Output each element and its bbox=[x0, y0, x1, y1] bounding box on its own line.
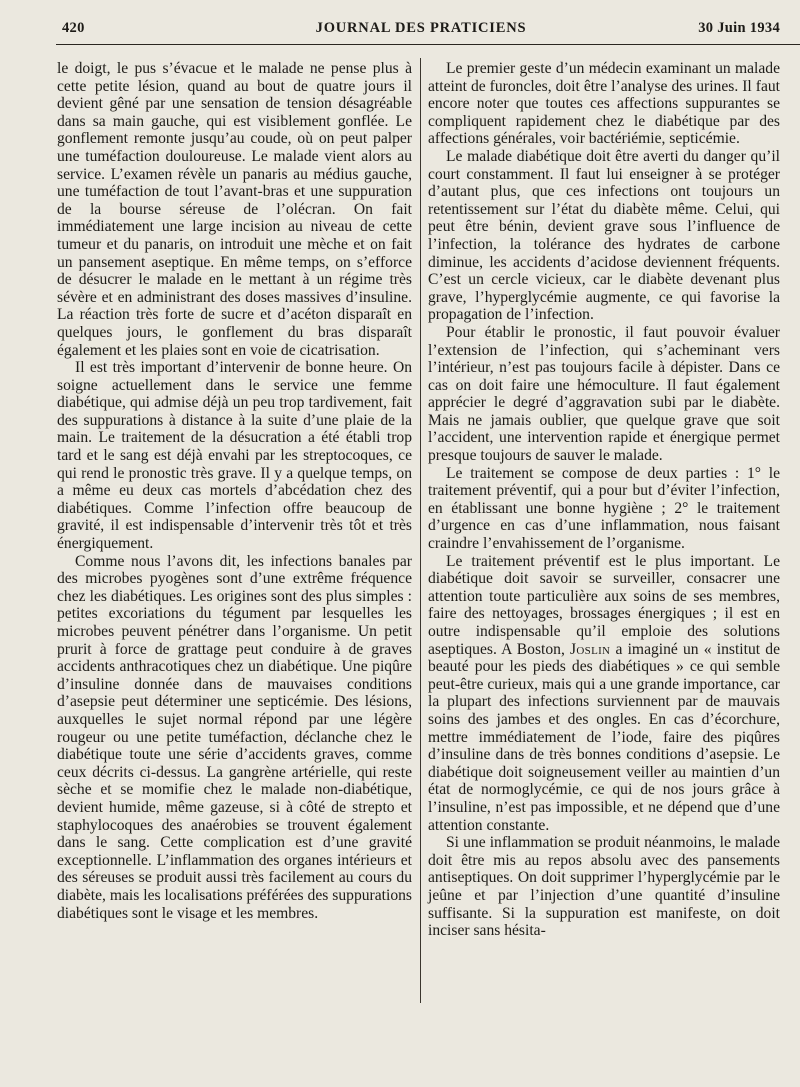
page-number: 420 bbox=[62, 20, 85, 36]
journal-title: JOURNAL DES PRATICIENS bbox=[315, 20, 527, 36]
paragraph: Le traitement se compose de deux parties : 1° le traitement préventif, qui a pour but d’éviter l’infection, en établissant une bonne hygiène ; 2° le traitement d’urgence en cas d’une inflammation, nous faisant craindre l’envahissement de l’organisme. bbox=[428, 464, 780, 553]
left-column bbox=[57, 60, 412, 922]
paragraph: le doigt, le pus s’évacue et le malade ne pense plus à cette petite lésion, quand au bout de quatre jours il devient gêné par une sensation de tension désagréable dans sa main gauche, qui est visiblement gonflée. Le gonflement remonte jusqu’au coude, où on peut palper une tuméfaction douloureuse. Le malade vient alors au service. L’examen révèle un panaris au médius gauche, une tuméfaction de tout l’avant-bras et une suppuration de la bourse séreuse de l’olécran. On fait immédiatement une large incision au niveau de cette tumeur et du panaris, on introduit une mèche et on fait un pansement aseptique. En même temps, on s’efforce de désucrer le malade en le mettant à un régime très sévère et en administrant des doses massives d’insuline. La réaction très forte de sucre et d’acéton disparaît en quelques jours, le gonflement du bras disparaît également et les plaies sont en voie de cicatrisation. bbox=[57, 60, 412, 359]
paragraph: Le malade diabétique doit être averti du danger qu’il court constamment. Il faut lui enseigner à se protéger d’autant plus, que ces infections ont toujours un retentissement sur l’état du diabète même. Celui, qui peut être bénin, devient grave sous l’influence de l’infection, la tolérance des hydrates de carbone diminue, les accidents d’acidose deviennent fréquents. C’est un cercle vicieux, car le diabète devenant plus grave, l’hyperglycémie augmente, ce qui favorise la propagation de l’infection. bbox=[428, 147, 780, 324]
paragraph-text: a imaginé un « institut de beauté pour les pieds des diabétiques » ce qui semble peut-être curieux, mais qui a une grande importance, car la plupart des infections surviennent par de mauvais soins des jambes et des ongles. En cas d’écorchure, mettre immédiatement de l’iode, faire des piqûres d’insuline dans de très bonnes conditions d’asepsie. Le diabétique doit soigneusement veiller au maintien d’un état de normoglycémie, ce qui de nos jours grâce à l’insuline, n’est pas impossible, et ne dépend que d’une attention constante. bbox=[428, 640, 780, 834]
paragraph: Si une inflammation se produit néanmoins, le malade doit être mis au repos absolu avec des pansements antiseptiques. On doit supprimer l’hyperglycémie par le jeûne et par l’injection d’une quantité d’insuline suffisante. Si la suppuration est manifeste, on doit inciser sans hésita- bbox=[428, 834, 780, 940]
column-divider bbox=[420, 58, 421, 1003]
header-rule bbox=[56, 44, 800, 45]
paragraph: Le premier geste d’un médecin examinant un malade atteint de furoncles, doit être l’analyse des urines. Il faut encore noter que toutes ces affections suppurantes se compliquent rapidement chez le diabétique par des affections générales, voir bactériémie, septicémie. bbox=[428, 60, 780, 148]
right-column bbox=[428, 60, 780, 940]
paragraph-text: Le traitement préventif est le plus important. Le diabétique doit savoir se surveiller, consacrer une attention toute particulière aux soins de ses membres, faire des nettoyages, brossages énergiques ; il est en outre indispensable qu’il emploie des solutions aseptiques. A Boston, bbox=[428, 552, 780, 658]
author-name: Joslin bbox=[570, 640, 611, 658]
paragraph: Comme nous l’avons dit, les infections banales par des microbes pyogènes sont d’une extrême fréquence chez les diabétiques. Les origines sont des plus simples : petites excoriations du tégument par lesquelles les microbes peuvent pénétrer dans l’organisme. Un petit prurit à force de grattage peut conduire à de graves accidents anthracotiques chez un diabétique. Une piqûre d’insuline donnée dans de mauvaises conditions d’asepsie peut déterminer une septicémie. Des lésions, auxquelles le sujet normal répond par une légère rougeur ou une petite tuméfaction, déclanche chez le diabétique toute une série d’accidents graves, comme ceux décrits ci-dessus. La gangrène artérielle, qui reste sèche et se momifie chez le malade non-diabétique, devient humide, même gazeuse, si à côté de strepto et staphylocoques des anaérobies se trouvent également dans le sang. Cette complication est d’une gravité exceptionnelle. L’inflammation des organes intérieurs et des séreuses se produit aussi très facilement au cours du diabète, mais les localisations préférées des suppurations diabétiques sont le visage et les membres. bbox=[57, 552, 412, 922]
paragraph bbox=[428, 553, 780, 835]
paragraph: Pour établir le pronostic, il faut pouvoir évaluer l’extension de l’infection, qui s’acheminant vers l’intérieur, n’est pas toujours facile à dépister. Dans ce cas on doit faire une hémoculture. Il faut également apprécier le degré d’aggravation subi par le diabète. Mais ne jamais oublier, que quelque grave que soit l’accident, une intervention rapide et énergique permet presque toujours de sauver le malade. bbox=[428, 323, 780, 465]
paragraph: Il est très important d’intervenir de bonne heure. On soigne actuellement dans le service une femme diabétique, qui admise déjà un peu trop tardivement, fait des suppurations à distance à la suite d’une plaie de la main. Le traitement de la désucration a été établi trop tard et le sang est déjà envahi par les streptocoques, ce qui rend le pronostic très grave. Il y a quelque temps, on a même eu deux cas mortels d’abcédation chez des diabétiques. Comme l’infection offre beaucoup de gravité, il est indispensable d’intervenir très tôt et très énergiquement. bbox=[57, 359, 412, 553]
running-header bbox=[62, 18, 780, 40]
issue-date: 30 Juin 1934 bbox=[698, 20, 780, 36]
